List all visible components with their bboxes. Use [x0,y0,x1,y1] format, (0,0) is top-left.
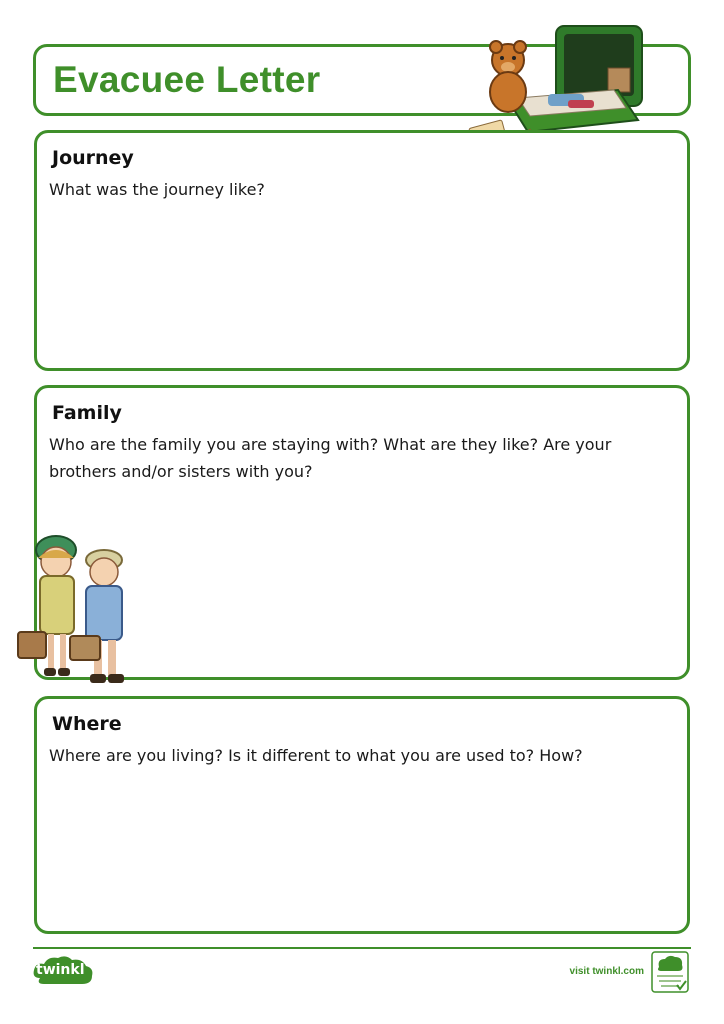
where-section [34,696,690,934]
footer-divider [33,947,691,949]
twinkl-logo-text: twinkl [36,962,85,978]
visit-website-link[interactable]: visit twinkl.com [569,966,644,977]
evacuee-children-illustration [14,524,134,704]
journey-prompt: What was the journey like? [49,180,265,199]
journey-heading: Journey [52,147,134,169]
where-heading: Where [52,713,122,735]
family-heading: Family [52,402,122,424]
family-prompt: Who are the family you are staying with? What are they like? Are your brothers and/or sisters with you? [49,435,612,481]
quality-standard-badge-icon [651,951,689,993]
where-prompt: Where are you living? Is it different to what you are used to? How? [49,746,583,765]
journey-section [34,130,690,371]
page-title: Evacuee Letter [53,59,321,100]
